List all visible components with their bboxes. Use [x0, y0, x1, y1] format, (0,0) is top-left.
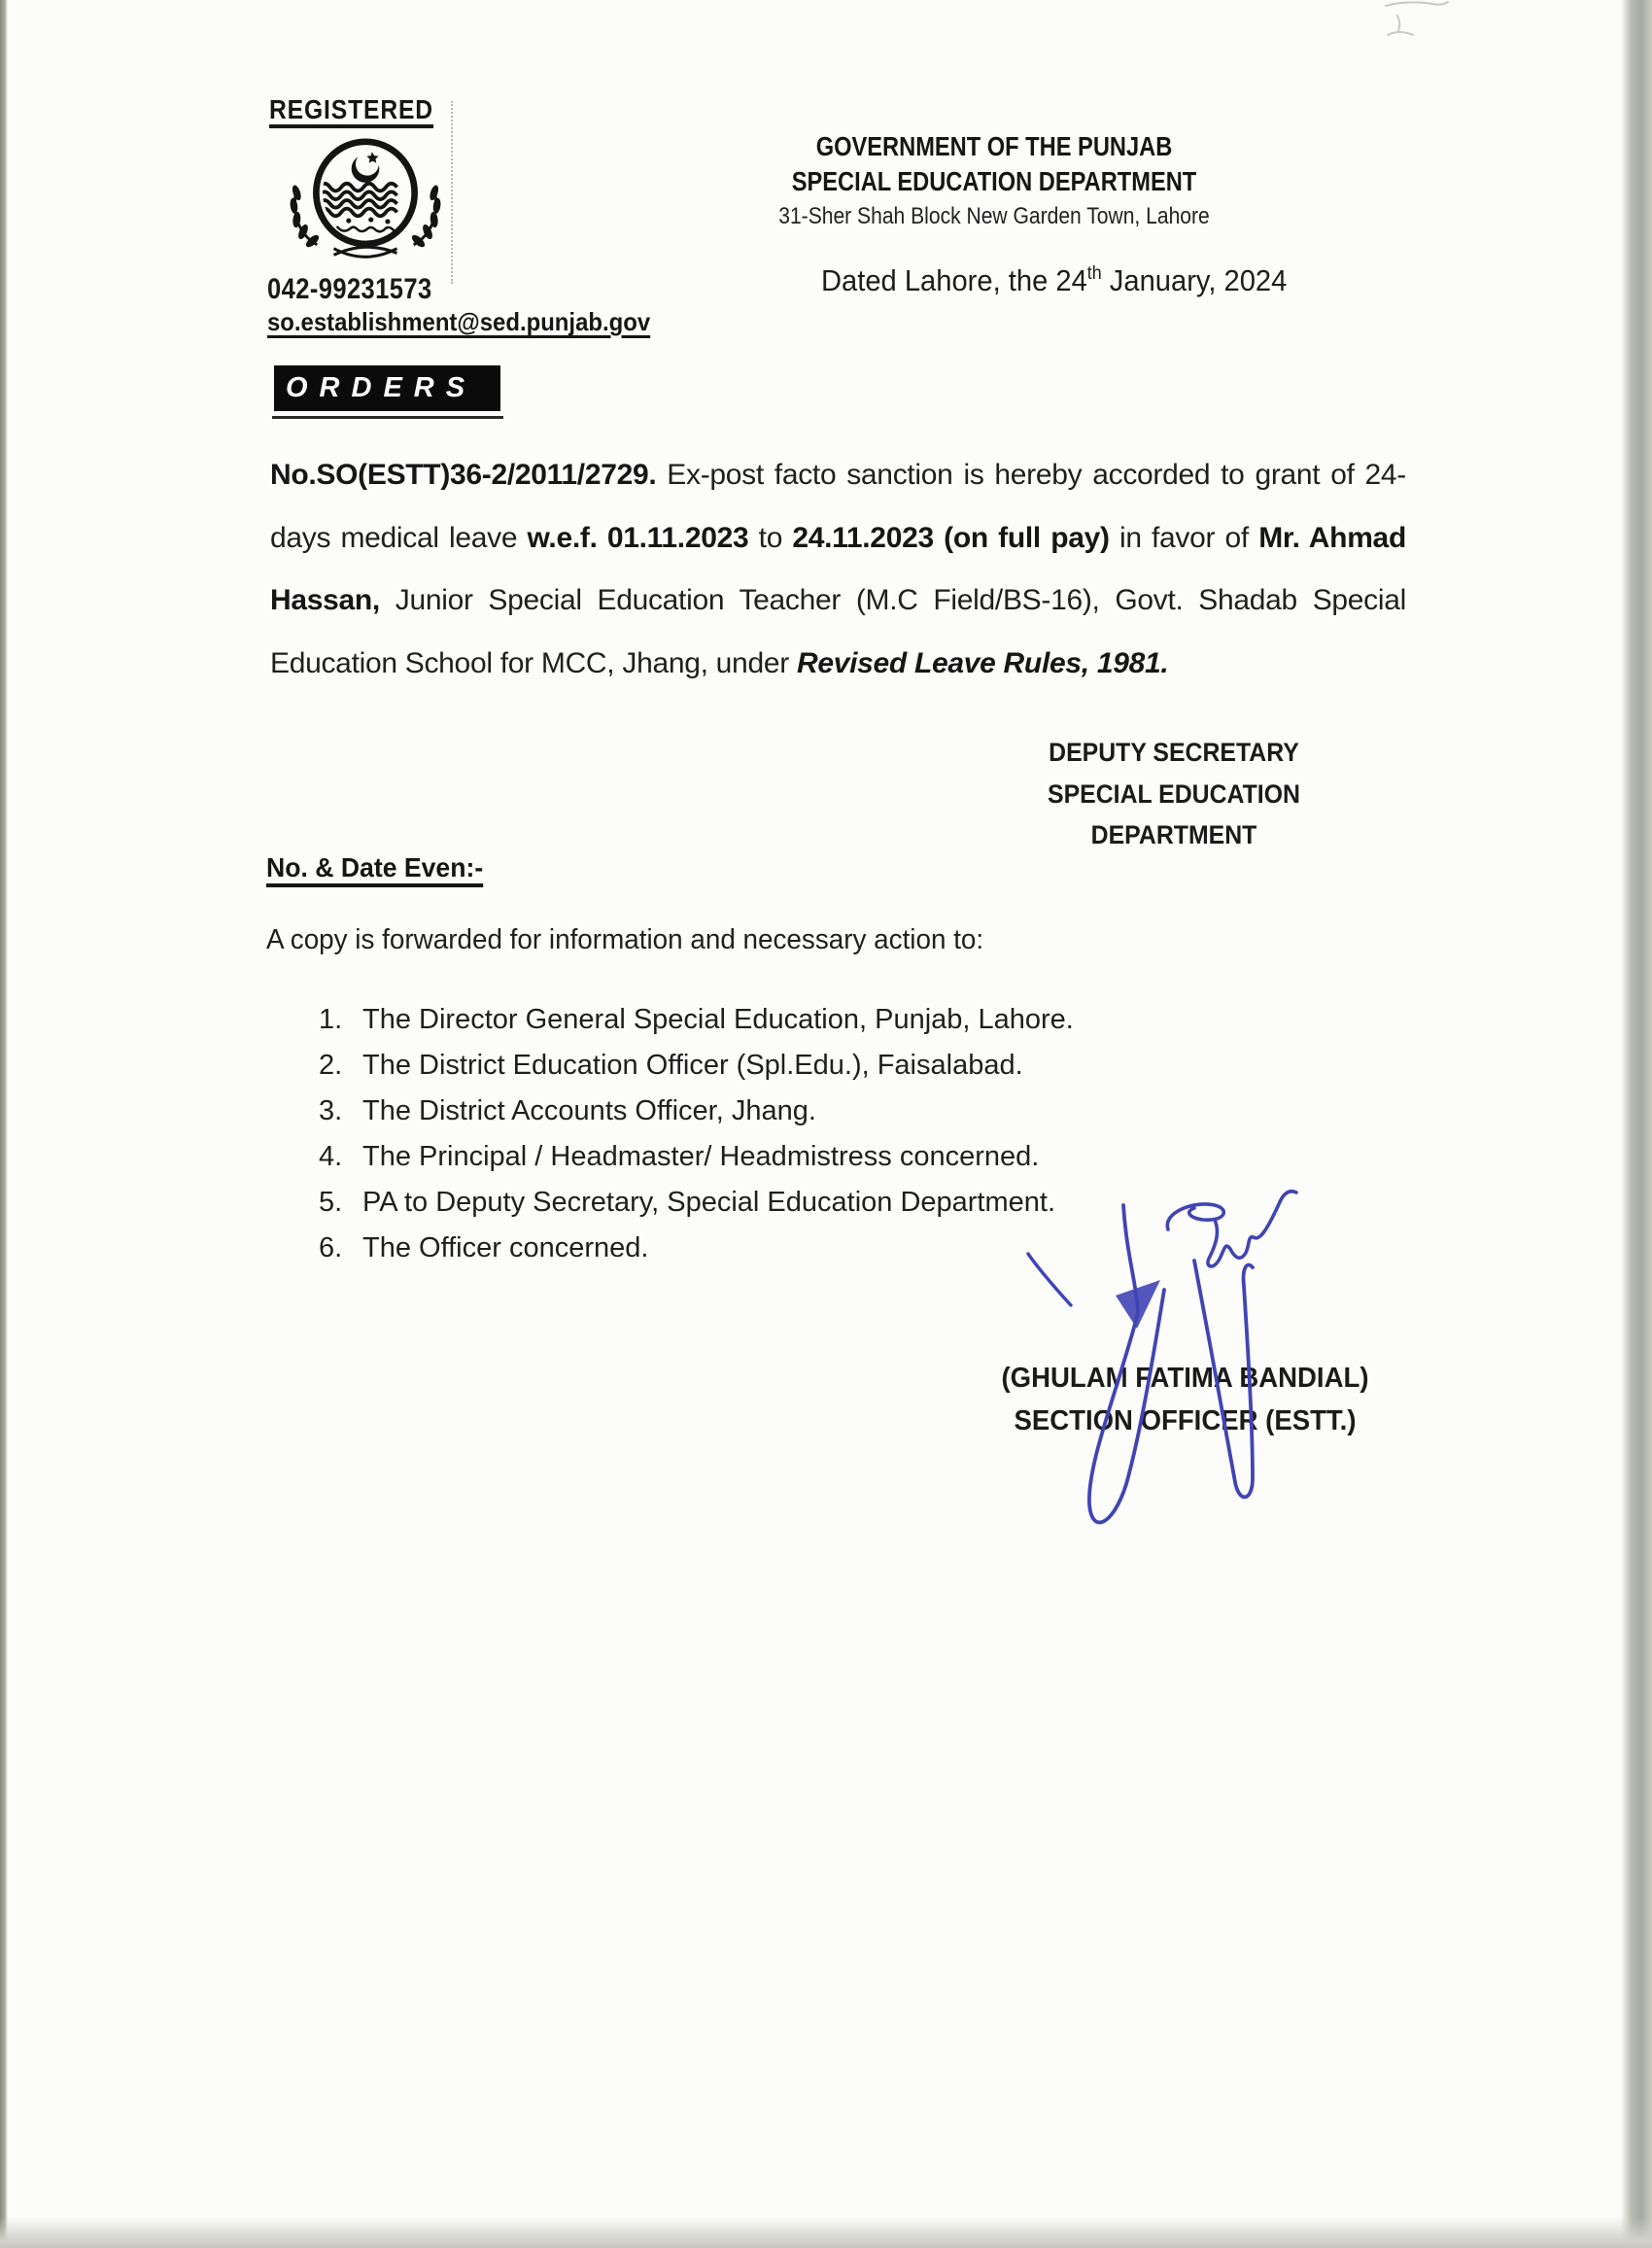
- leave-start-date: w.e.f. 01.11.2023: [527, 521, 749, 554]
- signatory-title-line2: SPECIAL EDUCATION: [1048, 778, 1300, 809]
- list-item-number: 4.: [319, 1141, 343, 1172]
- signatory-designation-block: [1013, 732, 1334, 856]
- list-item-text: The Principal / Headmaster/ Headmistress concerned.: [362, 1141, 1040, 1172]
- list-item: [319, 1043, 1193, 1089]
- pencil-smudge-mark: [1359, 0, 1485, 49]
- list-item-text: The District Accounts Officer, Jhang.: [362, 1095, 816, 1126]
- registered-stamp-label: REGISTERED: [269, 94, 433, 124]
- signatory-title-line3: DEPARTMENT: [1090, 820, 1257, 849]
- date-ordinal-superscript: th: [1086, 263, 1102, 284]
- list-item-text: The Officer concerned.: [362, 1232, 649, 1263]
- list-item-number: 5.: [319, 1187, 343, 1218]
- list-item: [319, 1134, 1193, 1180]
- order-text-segment: Ex-post facto sanction is hereby accorded to grant of 24-days medical leave: [270, 459, 1406, 554]
- leave-end-date-pay: 24.11.2023 (on full pay): [792, 521, 1110, 554]
- signing-officer-title: SECTION OFFICER (ESTT.): [1014, 1405, 1357, 1436]
- order-text-segment: in favor of: [1109, 521, 1259, 554]
- office-email-address: so.establishment@sed.punjab.gov: [267, 307, 651, 336]
- punjab-government-crest-icon: [282, 135, 449, 265]
- number-date-even-label: No. & Date Even:-: [266, 852, 484, 882]
- list-item: [319, 1180, 1193, 1226]
- date-prefix: Dated Lahore, the 24: [821, 263, 1087, 297]
- date-suffix: January, 2024: [1101, 263, 1288, 297]
- department-title-line: SPECIAL EDUCATION DEPARTMENT: [791, 166, 1197, 196]
- stamp-box-dotted-border: [451, 101, 453, 284]
- list-item-text: PA to Deputy Secretary, Special Education Department.: [362, 1187, 1056, 1218]
- employee-name: Mr. Ahmad Hassan,: [270, 521, 1406, 616]
- order-text-segment: to: [748, 521, 793, 554]
- office-phone-number: 042-99231573: [267, 273, 432, 305]
- list-item-number: 2.: [319, 1050, 343, 1081]
- list-item-number: 3.: [319, 1095, 343, 1126]
- list-item-text: The Director General Special Education, Punjab, Lahore.: [362, 1004, 1074, 1035]
- scan-edge-left: [0, 0, 8, 2248]
- list-item-number: 1.: [319, 1004, 343, 1035]
- list-item: [319, 1089, 1193, 1134]
- list-item: [319, 997, 1193, 1043]
- list-item-number: 6.: [319, 1232, 343, 1263]
- leave-rules-reference: Revised Leave Rules, 1981.: [796, 646, 1169, 679]
- signing-officer-name: (GHULAM FATIMA BANDIAL): [1001, 1363, 1369, 1394]
- department-address: 31-Sher Shah Block New Garden Town, Lahore: [778, 203, 1210, 229]
- section-officer-signature-block: [993, 1357, 1376, 1442]
- order-reference-number: No.SO(ESTT)36-2/2011/2729.: [270, 459, 657, 491]
- letterhead: [727, 129, 1261, 232]
- order-text-segment: Junior Special Education Teacher (M.C Field/BS-16), Govt. Shadab Special Education School for MCC, Jhang, under: [270, 584, 1406, 679]
- date-line: [821, 263, 1287, 298]
- orders-heading: ORDERS: [274, 365, 500, 411]
- scan-edge-right: [1621, 0, 1652, 2248]
- list-item: [319, 1226, 1193, 1271]
- scan-edge-bottom: [0, 2216, 1652, 2248]
- orders-heading-underline: [272, 416, 503, 419]
- copy-recipient-list: [319, 997, 1193, 1271]
- list-item-text: The District Education Officer (Spl.Edu.), Faisalabad.: [362, 1050, 1023, 1081]
- order-body-paragraph: [270, 444, 1406, 695]
- signatory-title-line1: DEPUTY SECRETARY: [1049, 738, 1299, 767]
- government-title-line: GOVERNMENT OF THE PUNJAB: [815, 131, 1173, 161]
- copy-forward-intro: A copy is forwarded for information and necessary action to:: [266, 924, 984, 955]
